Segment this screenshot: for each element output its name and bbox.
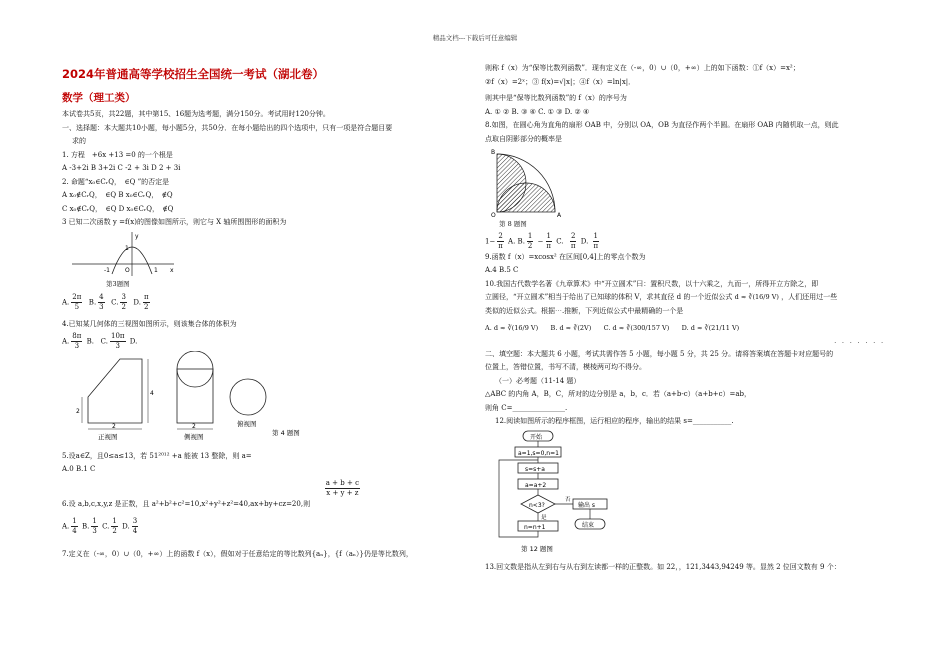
svg-text:4: 4 <box>150 389 154 397</box>
svg-text:O: O <box>491 212 496 218</box>
page-header: 精品文档---下载后可任意编辑 <box>432 34 518 42</box>
svg-text:是: 是 <box>541 514 547 521</box>
q10-stem-2: 立圆径，“开立圆术”相当于给出了已知球的体积 V，求其直径 d 的一个近似公式 d ≈ ∛(16/9 V) ，人们还用过一些 <box>485 293 838 301</box>
section2-heading: 二、填空题：本大题共 6 小题，考试共需作答 5 小题，每小题 5 分，共 25 分。请将答案填在答题卡对应题号的 <box>485 349 834 358</box>
svg-text:n<3?: n<3? <box>529 501 545 509</box>
svg-text:输出 s: 输出 s <box>578 501 596 509</box>
q5-options: A.0 B.1 C <box>62 465 96 473</box>
svg-text:结束: 结束 <box>582 521 595 529</box>
q7-cont-1: 则称 f（x）为“保等比数列函数”．现有定义在（-∞，0）∪（0，+∞）上的如下函数：①f（x）=x²； <box>485 64 800 72</box>
q7-cont-3: 则其中是“保等比数列函数”的 f（x）的序号为 <box>485 94 627 102</box>
q12-stem: 12.阅读如图所示的程序框图，运行相应的程序，输出的结果 s=___________. <box>495 417 734 425</box>
q8-sector-figure <box>489 146 579 218</box>
q12-flowchart <box>493 429 633 557</box>
q7-stem: 7.定义在（-∞，0）∪（0，+∞）上的函数 f（x），假如对于任意给定的等比数列{aₙ}，{f（aₙ）}仍是等比数列， <box>62 550 413 558</box>
top-view-label: 俯视图 <box>237 419 257 428</box>
q1-options: A -3+2i B 3+2i C -2 + 3i D 2 + 3i <box>62 164 181 172</box>
svg-text:开始: 开始 <box>530 433 543 441</box>
svg-text:B: B <box>491 149 496 156</box>
exam-title: 2024年普通高等学校招生全国统一考试（湖北卷） <box>62 67 325 81</box>
section1-heading-cont: 求的 <box>72 137 86 145</box>
intro-text: 本试卷共5页，共22题，其中第15、16题为选考题，满分150分。考试用时120分钟。 <box>62 110 330 118</box>
q3-stem: 3 已知二次函数 y =f(x)的图像如图所示，则它与 X 轴所围图形的面积为 <box>62 218 287 226</box>
q11-stem-2: 则角 C=_______________. <box>485 403 568 412</box>
q3-fig-label-1: 1 <box>154 266 158 274</box>
section2-subheading: （一）必考题（11-14 题） <box>495 376 581 385</box>
q9-stem: 9.函数 f（x）=xcosx² 在区间[0,4]上的零点个数为 <box>485 252 646 261</box>
svg-text:2: 2 <box>192 422 196 430</box>
svg-text:A: A <box>557 212 562 218</box>
svg-text:s=s+a: s=s+a <box>525 465 545 473</box>
q2-stem: 2. 命题“x₀∈CᵣQ， ∈Q ”的否定是 <box>62 177 170 186</box>
right-column <box>485 62 885 574</box>
exam-subtitle: 数学（理工类） <box>62 92 136 104</box>
q4-options: A. $\frac{8\pi}{3}$ B. C. $\frac{10\pi}{3}$ D. <box>62 331 138 350</box>
q3-fig-label-y1: 1 <box>125 244 129 252</box>
svg-text:2: 2 <box>112 422 116 430</box>
q5-stem: 5.设a∈Z，且0≤a≤13，若 51²⁰¹² +a 能被 13 整除，则 a= <box>62 451 252 460</box>
q4-fig-caption: 第 4 题图 <box>272 428 300 437</box>
q10-formula: d ≈ ∛(16/9 V) <box>734 293 779 301</box>
q10-stem-3: 类似的近似公式。根据⋯.推断，下列近似公式中最精确的一个是 <box>485 306 684 315</box>
emphasis-dots: · · · · · · · <box>834 339 885 347</box>
q1-stem: 1. 方程 +6x +13 =0 的一个根是 <box>62 150 173 159</box>
svg-text:否: 否 <box>565 496 571 503</box>
q12-fig-caption: 第 12 题图 <box>521 544 553 553</box>
q8-fig-caption: 第 8 题图 <box>499 220 527 228</box>
q2-options-1: A x₀∉CᵣQ， ∈Q B x₀∈CᵣQ， ∉Q <box>62 191 173 199</box>
q3-fig-label-x: x <box>170 266 174 274</box>
q3-fig-label-y: y <box>135 232 139 240</box>
q3-options: A. $\frac{2\pi}{5}$ B. $\frac{4}{3}$ C. $\frac{3}{2}$ D. $\frac{\pi}{2}$ <box>62 293 149 311</box>
q3-fig-label-origin: O <box>125 266 130 274</box>
q7-cont-2: ②f（x）=2ˣ；③ f(x)=√|x|；④f（x）=ln|x|． <box>485 77 636 86</box>
q10-options: A. d ≈ ∛(16/9 V) B. d ≈ ∛(2V) C. d ≈ ∛(300/157 V) D. d ≈ ∛(21/11 V) <box>485 324 740 332</box>
svg-text:a=a+2: a=a+2 <box>525 481 547 489</box>
q4-stem: 4.已知某几何体的三视图如图所示，则该集合体的体积为 <box>62 320 237 328</box>
q13-stem: 13.回文数是指从左到右与从右到左读都一样的正整数。如 22，，121,3443,94249 等。显然 2 位回文数有 9 个： <box>485 562 841 571</box>
q2-options-2: C x₀∉CᵣQ， ∈Q D x₀∈CᵣQ， ∉Q <box>62 204 174 213</box>
section2-heading-2: 位置上，答错位置，书写不清，模棱两可均不得分。 <box>485 363 646 371</box>
section1-heading: 一、选择题：本大题共10小题，每小题5分，共50分．在每小题给出的四个选项中，只有一项是符合题目要 <box>62 123 393 132</box>
svg-text:2: 2 <box>76 407 80 415</box>
left-column <box>62 62 467 562</box>
q3-fig-caption: 第3题图 <box>106 279 130 288</box>
q7-options: A. ① ② B. ③ ④ C. ① ③ D. ② ④ <box>485 107 590 116</box>
q9-options: A.4 B.5 C <box>485 266 519 274</box>
q8-options: 1− $\frac{2}{\pi}$ A. B. $\frac{1}{2}$ − $\frac{1}{\pi}$ C. $\frac{2}{\pi}$ D. $\frac{1}{\pi}$ <box>485 231 599 250</box>
q8-stem-1: 8.如图，在圆心角为直角的扇形 OAB 中，分别以 OA，OB 为直径作两个半圆。在扇形 OAB 内随机取一点，则此 <box>485 121 839 129</box>
svg-text:n=n+1: n=n+1 <box>524 523 546 531</box>
q3-fig-label-minus1: -1 <box>104 266 110 274</box>
q6-options: A. $\frac{1}{4}$ B. $\frac{1}{3}$ C. $\frac{1}{2}$ D. $\frac{3}{4}$ <box>62 517 138 535</box>
q4-three-views-figure <box>70 351 330 446</box>
front-view-label: 正视图 <box>98 432 118 441</box>
side-view-label: 侧视图 <box>184 432 204 441</box>
q3-parabola-figure <box>70 230 180 278</box>
svg-text:a=1,s=0,n=1: a=1,s=0,n=1 <box>518 449 559 457</box>
q11-stem-1: △ABC 的内角 A，B，C，所对的边分别是 a，b，c．若（a+b-c）（a+b+c）=ab， <box>485 390 752 398</box>
q8-stem-2: 点取自阴影部分的概率是 <box>485 134 562 143</box>
q6-fraction: $\frac{a + b + c}{x + y + z}$ <box>325 478 359 497</box>
q10-stem-1: 10.我国古代数学名著《九章算术》中“开立圆术”曰：置积尺数，以十六乘之，九而一，所得开立方除之，即 <box>485 279 819 288</box>
q6-stem: 6.设 a,b,c,x,y,z 是正数，且 a²+b²+c²=10,x²+y²+z²=40,ax+by+cz=20,则 <box>62 499 311 508</box>
